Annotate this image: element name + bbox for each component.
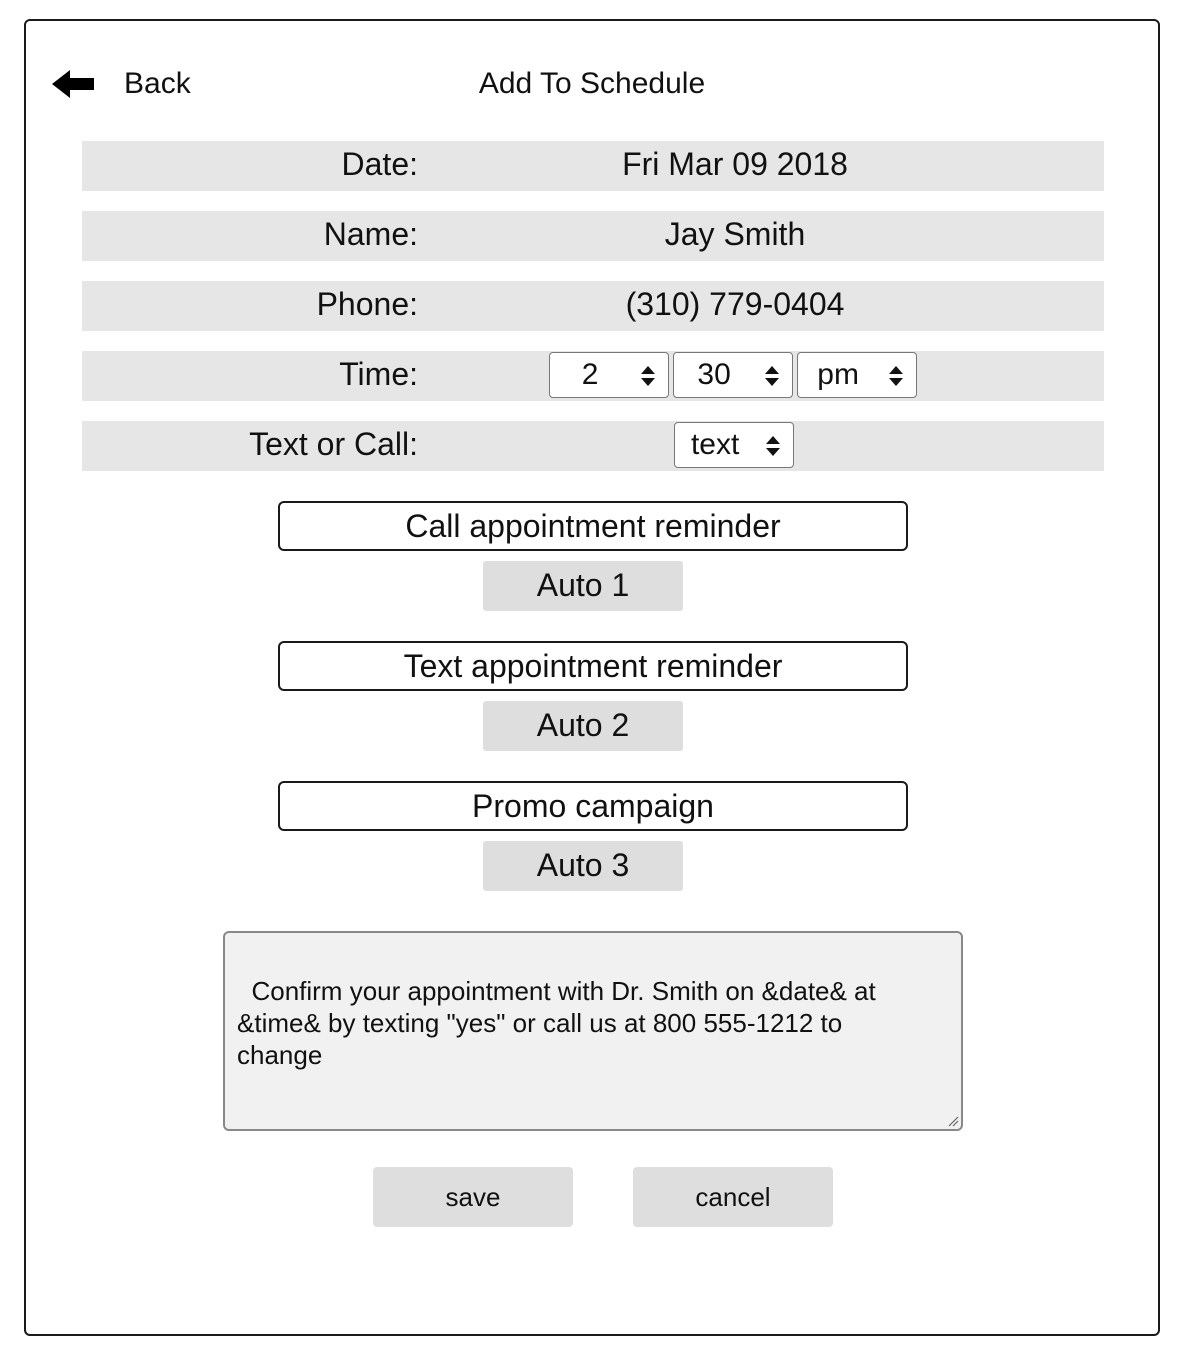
call-reminder-field[interactable]: Call appointment reminder xyxy=(278,501,908,551)
back-button[interactable] xyxy=(52,64,191,104)
phone-value: (310) 779-0404 xyxy=(625,286,845,322)
minute-select-value: 30 xyxy=(697,358,731,391)
message-text: Confirm your appointment with Dr. Smith on &date& at &time& by texting "yes" or call us at 800 555-1212 to change xyxy=(237,976,876,1070)
message-textarea[interactable] xyxy=(223,931,963,1131)
arrow-left-icon xyxy=(52,68,96,100)
cancel-button[interactable]: cancel xyxy=(633,1167,833,1227)
ampm-select[interactable] xyxy=(797,352,917,398)
name-row xyxy=(82,211,1104,261)
contact-method-row xyxy=(82,421,1104,471)
ampm-select-value: pm xyxy=(817,358,859,391)
text-reminder-field[interactable]: Text appointment reminder xyxy=(278,641,908,691)
select-arrows-icon xyxy=(764,365,780,387)
select-arrows-icon xyxy=(765,435,781,457)
date-value: Fri Mar 09 2018 xyxy=(622,146,848,182)
time-row xyxy=(82,351,1104,401)
minute-select[interactable] xyxy=(673,352,793,398)
hour-select-value: 2 xyxy=(581,358,599,391)
phone-row xyxy=(82,281,1104,331)
date-row xyxy=(82,141,1104,191)
auto-2-button[interactable]: Auto 2 xyxy=(483,701,683,751)
promo-campaign-field[interactable]: Promo campaign xyxy=(278,781,908,831)
select-arrows-icon xyxy=(640,365,656,387)
date-label: Date: xyxy=(341,146,418,182)
select-arrows-icon xyxy=(888,365,904,387)
back-label: Back xyxy=(124,67,191,100)
save-button[interactable]: save xyxy=(373,1167,573,1227)
contact-method-label: Text or Call: xyxy=(249,426,418,462)
page-title: Add To Schedule xyxy=(478,67,706,100)
hour-select[interactable] xyxy=(549,352,669,398)
resize-grip-icon[interactable] xyxy=(947,1115,959,1127)
name-label: Name: xyxy=(323,216,418,252)
contact-method-select[interactable] xyxy=(674,422,794,468)
name-value: Jay Smith xyxy=(664,216,806,252)
auto-1-button[interactable]: Auto 1 xyxy=(483,561,683,611)
auto-3-button[interactable]: Auto 3 xyxy=(483,841,683,891)
contact-method-select-value: text xyxy=(690,428,740,461)
time-label: Time: xyxy=(339,356,418,392)
phone-label: Phone: xyxy=(316,286,418,322)
